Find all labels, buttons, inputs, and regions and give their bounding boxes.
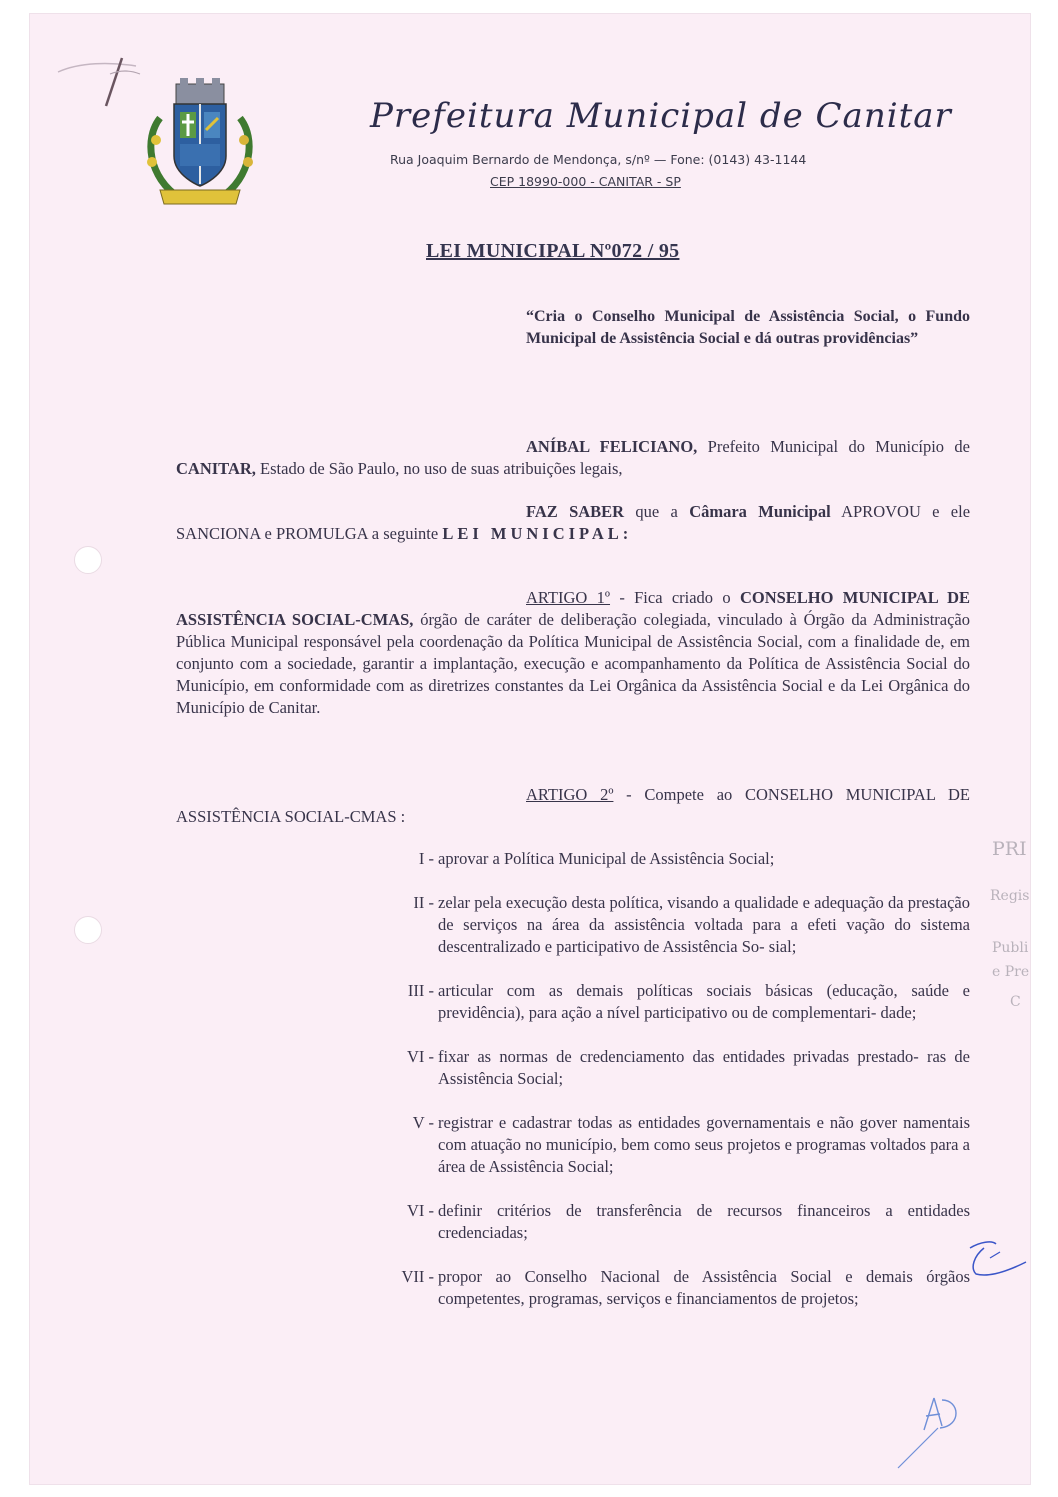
article-1-text: órgão de caráter de deliberação colegiada, vinculado à Órgão da Administração Pública Municipal responsável pela coordenação da Política Municipal de Assistência Social, com a finalidade de, em conjunto com a sociedade, garantir a implantação, execução e acompanhamento da Política de Assistência Social do Município, em conformidade com as diretrizes constantes da Lei Orgânica da Assistência Social e da Lei Orgânica do Município de Canitar. [176,610,971,717]
bleed-through-fragment: PRI [992,838,1027,860]
item-number: V - [412,1113,434,1132]
list-item [388,1200,970,1244]
preamble-mayor-paragraph [176,436,970,480]
mayor-tail: Estado de São Paulo, no uso de suas atribuições legais, [260,459,623,478]
law-ementa: “Cria o Conselho Municipal de Assistência Social, o Fundo Municipal de Assistência Social e dá outras providências” [526,308,970,347]
e-ele: e ele [932,502,971,521]
bleed-through-fragment: Publi [992,940,1029,956]
promulga: PROMULGA [275,524,368,543]
item-number: II - [413,893,434,912]
list-item [388,1112,970,1178]
bleed-through-fragment: Regis [990,888,1030,904]
city-name: CANITAR, [176,459,256,478]
item-number: VII - [401,1267,434,1286]
bleed-through-fragment: e Pre [992,964,1030,980]
article-2-items [388,848,970,1332]
list-item [388,848,970,870]
letterhead-title: Prefeitura Municipal de Canitar [370,96,952,136]
item-text: propor ao Conselho Nacional de Assistência Social e demais órgãos competentes, programas, serviços e financiamentos de projetos; [438,1267,970,1308]
article-1-paragraph [176,587,970,719]
punch-hole-top [74,546,102,574]
punch-hole-bottom [74,916,102,944]
item-text: registrar e cadastrar todas as entidades governamentais e não gover namentais com atuação no município, bem como seus projetos e programas voltados para a área de Assistência Social; [438,1113,970,1176]
article-1-lead: - Fica criado o [619,588,731,607]
item-number: VI - [406,1201,434,1220]
faz-saber: FAZ SABER [526,502,625,521]
list-item [388,1266,970,1310]
law-title: LEI MUNICIPAL Nº072 / 95 [426,240,680,262]
item-number: VI - [406,1047,434,1066]
list-item [388,892,970,958]
a-seguinte: a seguinte [371,524,439,543]
que-a: que a [635,502,678,521]
article-2-lead: - Compete ao [626,785,733,804]
article-1-council: CONSELHO MUNICIPAL DE ASSISTÊNCIA SOCIAL-CMAS, [176,588,971,629]
article-1-label: ARTIGO 1º [526,588,611,607]
item-text: aprovar a Política Municipal de Assistência Social; [438,849,775,868]
preamble-faz-saber-paragraph [176,501,970,545]
item-number: I - [418,849,434,868]
bleed-through-fragment: C [1010,994,1021,1010]
lei-municipal-spaced: LEI MUNICIPAL: [442,524,633,543]
article-2-paragraph [176,784,970,828]
letterhead-address: Rua Joaquim Bernardo de Mendonça, s/nº — Fone: (0143) 43-1144 [390,152,807,167]
margin-check-mark-icon [960,1234,1030,1284]
article-2-label: ARTIGO 2º [526,785,614,804]
item-text: zelar pela execução desta política, visando a qualidade e adequação da prestação de serviços na área da assistência voltada para a efeti vação do sistema descentralizado e participativo de Assistência So- sial; [438,893,970,956]
conj-e: e [264,524,272,543]
article-2-council: CONSELHO MUNICIPAL DE ASSISTÊNCIA SOCIAL-CMAS : [176,785,971,826]
item-number: III - [407,981,434,1000]
camara-municipal: Câmara Municipal [689,502,831,521]
mayor-name: ANÍBAL FELICIANO, [526,437,698,456]
sanciona: SANCIONA [176,524,261,543]
list-item [388,1046,970,1090]
item-text: definir critérios de transferência de recursos financeiros a entidades credenciadas; [438,1201,970,1242]
handwritten-initials-icon [890,1392,980,1472]
document-page [30,14,1030,1484]
mayor-rest: Prefeito Municipal do Município de [707,437,970,456]
municipal-coat-of-arms-icon [140,78,260,210]
letterhead-cep: CEP 18990-000 - CANITAR - SP [490,174,681,189]
aprovou: APROVOU [841,502,921,521]
list-item [388,980,970,1024]
item-text: fixar as normas de credenciamento das entidades privadas prestado- ras de Assistência Social; [438,1047,970,1088]
item-text: articular com as demais políticas sociais básicas (educação, saúde e previdência), para ação a nível participativo ou de complementari- dade; [438,981,970,1022]
